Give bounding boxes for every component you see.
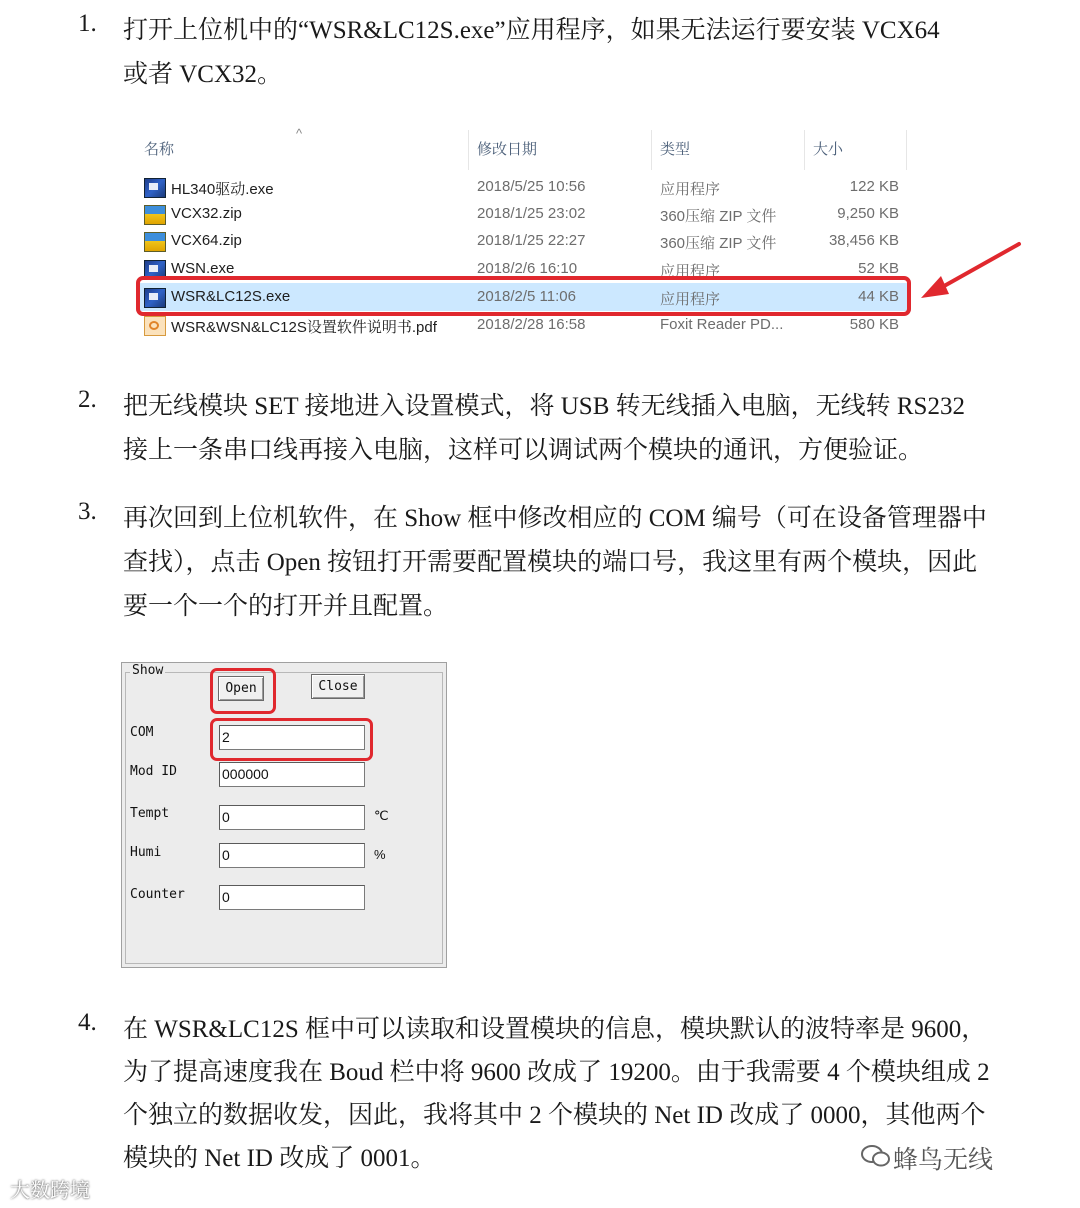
open-button[interactable]: Open: [218, 676, 264, 701]
file-row[interactable]: [136, 173, 911, 201]
com-label: COM: [130, 725, 154, 740]
close-button[interactable]: Close: [311, 674, 365, 699]
highlight-box: [210, 668, 276, 714]
step-text-line: 模块的 Net ID 改成了 0001。: [123, 1145, 436, 1172]
file-size: 122 KB: [849, 178, 899, 195]
file-type: 360压缩 ZIP 文件: [660, 235, 777, 252]
column-header-type[interactable]: 类型: [660, 141, 691, 158]
file-name: WSR&LC12S.exe: [171, 288, 291, 305]
show-dialog: [121, 662, 447, 968]
humi-input[interactable]: 0: [219, 843, 365, 868]
mod-id-input[interactable]: 000000: [219, 762, 365, 787]
file-size: 38,456 KB: [828, 232, 899, 249]
com-input[interactable]: 2: [219, 725, 365, 750]
step-text-line: 查找），点击 Open 按钮打开需要配置模块的端口号，我这里有两个模块，因此: [123, 549, 978, 576]
group-title: Show: [132, 663, 164, 678]
step-text-line: 接上一条串口线再接入电脑，这样可以调试两个模块的通讯，方便验证。: [123, 437, 924, 464]
step-text-line: 打开上位机中的“WSR&LC12S.exe”应用程序，如果无法运行要安装 VCX64: [123, 17, 940, 44]
file-name: VCX64.zip: [171, 232, 242, 249]
file-size: 52 KB: [858, 260, 899, 277]
arrow-pointer-icon: [915, 238, 1025, 302]
step-number: 3.: [78, 498, 97, 525]
step-text-line: 把无线模块 SET 接地进入设置模式，将 USB 转无线插入电脑，无线转 RS232: [123, 393, 965, 420]
watermark-source: 大数跨境: [10, 1180, 90, 1202]
step-number: 4.: [78, 1009, 97, 1036]
file-row[interactable]: [136, 227, 911, 255]
file-modified: 2018/5/25 10:56: [477, 178, 586, 195]
file-modified: 2018/1/25 23:02: [477, 205, 586, 222]
file-name: WSN.exe: [171, 260, 235, 277]
step-text-line: 再次回到上位机软件，在 Show 框中修改相应的 COM 编号（可在设备管理器中: [123, 505, 987, 532]
column-header-name[interactable]: 名称: [144, 141, 175, 158]
counter-label: Counter: [130, 887, 185, 902]
tempt-input[interactable]: 0: [219, 805, 365, 830]
step-text-line: 在 WSR&LC12S 框中可以读取和设置模块的信息，模块默认的波特率是 9600，: [123, 1016, 987, 1043]
file-type: Foxit Reader PD...: [660, 316, 784, 333]
file-type: 应用程序: [660, 291, 721, 308]
file-size: 9,250 KB: [837, 205, 899, 222]
highlight-box: [210, 718, 373, 761]
file-name: HL340驱动.exe: [171, 181, 274, 198]
watermark-brand: 蜂鸟无线: [893, 1146, 994, 1174]
file-type: 应用程序: [660, 181, 721, 198]
file-modified: 2018/2/28 16:58: [477, 316, 586, 333]
zip-icon: [144, 232, 166, 252]
step-text-line: 为了提高速度我在 Boud 栏中将 9600 改成了 19200。由于我需要 4 个模块组成 2: [123, 1059, 990, 1086]
file-explorer-list: [136, 126, 911, 344]
zip-icon: [144, 205, 166, 225]
file-row[interactable]: [136, 255, 911, 280]
file-name: WSR&WSN&LC12S设置软件说明书.pdf: [171, 319, 437, 336]
step-number: 2.: [78, 386, 97, 413]
mod-id-label: Mod ID: [130, 764, 177, 779]
sort-ascending-icon[interactable]: ^: [296, 126, 303, 141]
wechat-icon: [860, 1142, 892, 1170]
file-type: 360压缩 ZIP 文件: [660, 208, 777, 225]
file-modified: 2018/2/5 11:06: [477, 288, 576, 305]
tempt-label: Tempt: [130, 806, 170, 821]
celsius-unit: ℃: [374, 808, 389, 823]
pdf-icon: [144, 316, 166, 336]
file-size: 580 KB: [849, 316, 899, 333]
file-size: 44 KB: [858, 288, 899, 305]
file-name: VCX32.zip: [171, 205, 242, 222]
column-header-size[interactable]: 大小: [813, 141, 844, 158]
file-row[interactable]: [136, 200, 911, 228]
column-divider[interactable]: [651, 130, 652, 170]
file-type: 应用程序: [660, 263, 721, 280]
step-number: 1.: [78, 10, 97, 37]
step-text-line: 要一个一个的打开并且配置。: [123, 593, 449, 620]
column-divider[interactable]: [468, 130, 469, 170]
counter-input[interactable]: 0: [219, 885, 365, 910]
column-divider[interactable]: [906, 130, 907, 170]
percent-unit: %: [374, 847, 386, 862]
exe-icon: [144, 178, 166, 198]
file-modified: 2018/1/25 22:27: [477, 232, 586, 249]
column-divider[interactable]: [804, 130, 805, 170]
highlight-box: [136, 276, 911, 316]
column-header-modified[interactable]: 修改日期: [477, 141, 538, 158]
step-text-line: 个独立的数据收发，因此，我将其中 2 个模块的 Net ID 改成了 0000，其他两个: [123, 1102, 986, 1129]
humi-label: Humi: [130, 845, 162, 860]
step-text-line: 或者 VCX32。: [123, 61, 283, 88]
file-modified: 2018/2/6 16:10: [477, 260, 578, 277]
